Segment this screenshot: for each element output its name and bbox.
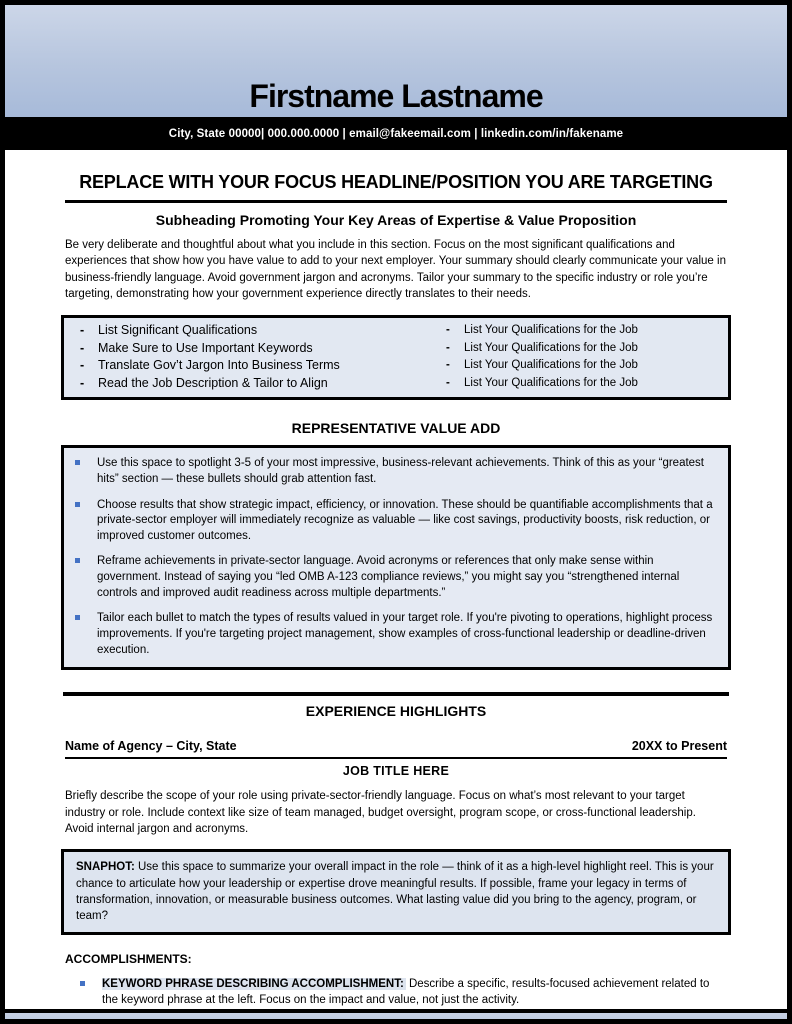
dash-bullet-icon: - [446, 376, 450, 389]
list-item [64, 456, 714, 487]
accomplishment-keyword: KEYWORD PHRASE DESCRIBING ACCOMPLISHMENT: [102, 978, 404, 991]
name-title: Firstname Lastname [249, 78, 543, 114]
square-bullet-icon [80, 981, 85, 986]
agency-name: Name of Agency – City, State [65, 739, 237, 754]
list-item [446, 322, 728, 340]
experience-title: EXPERIENCE HIGHLIGHTS [305, 703, 487, 720]
list-item [64, 498, 714, 545]
footer-band [5, 1013, 787, 1024]
employment-dates: 20XX to Present [631, 739, 727, 754]
dash-bullet-icon: - [80, 375, 85, 390]
value-add-box [61, 445, 731, 670]
qualification-text: List Your Qualifications for the Job [464, 324, 638, 337]
qualifications-box [61, 315, 731, 400]
qualifications-list-right [442, 322, 728, 392]
qualification-text: Make Sure to Use Important Keywords [98, 340, 313, 355]
dash-bullet-icon: - [80, 358, 85, 373]
snapshot-text: Use this space to summarize your overall impact in the role — think of it as a high-level highlight reel. This is your chance to articulate how your leadership or expertise drove meaningful results. If possible, frame your legacy in terms of transformation, innovation, or measurable business outcomes. What lasting value did you bring to the agency, program, or team? [76, 861, 714, 923]
accomplishment-paragraph [102, 977, 727, 1008]
square-bullet-icon [75, 615, 80, 620]
accomplishments-label: ACCOMPLISHMENTS: [65, 952, 192, 967]
subheading: Subheading Promoting Your Key Areas of Expertise & Value Proposition [155, 212, 637, 228]
qualification-text: List Your Qualifications for the Job [464, 376, 638, 389]
list-item [80, 357, 442, 375]
list-item [446, 340, 728, 358]
qualification-text: Translate Gov’t Jargon Into Business Terms [98, 358, 340, 373]
value-bullet-text: Use this space to spotlight 3-5 of your most impressive, business-relevant achievements. Think of this as your “greatest hits” section — these bullets should grab attention fast. [97, 457, 705, 485]
list-item [64, 611, 714, 658]
dash-bullet-icon: - [446, 324, 450, 337]
qualification-text: List Significant Qualifications [98, 323, 258, 338]
list-item [80, 375, 442, 393]
square-bullet-icon [75, 460, 80, 465]
summary-paragraph: Be very deliberate and thoughtful about what you include in this section. Focus on the most significant qualifications and experiences that show how you have value to add to your next employer. Your summary should clearly communicate your value in business-friendly language. Avoid government jargon and acronyms. Tailor your summary to the specific industry or role you’re targeting, demonstrating how your government experience directly translates to their needs. [65, 239, 726, 300]
job-title: JOB TITLE HERE [342, 764, 450, 779]
section-divider [63, 692, 729, 696]
dash-bullet-icon: - [446, 359, 450, 372]
value-bullet-text: Choose results that show strategic impact, efficiency, or innovation. These should be quantifiable accomplishments that a private-sector employer will immediately recognize as valuable — like cost savings, productivity boosts, risk reduction, or improved customer outcomes. [97, 498, 713, 542]
snapshot-label: SNAPHOT: [76, 861, 135, 874]
dash-bullet-icon: - [80, 323, 85, 338]
role-description: Briefly describe the scope of your role using private-sector-friendly language. Focus on what’s most relevant to your target industry or role. Include context like size of team managed, budget oversight, program scope, or cross-functional leadership. Avoid internal jargon and acronyms. [65, 790, 696, 835]
list-item [446, 375, 728, 393]
contact-bar [5, 117, 787, 150]
value-bullet-text: Reframe achievements in private-sector language. Avoid acronyms or references that only make sense within government. Instead of saying you “led OMB A-123 compliance reviews,” you might say you “strengthened internal controls and improved audit readiness across multiple departments.” [97, 555, 680, 599]
qualification-text: List Your Qualifications for the Job [464, 341, 638, 354]
square-bullet-icon [75, 558, 80, 563]
value-add-title: REPRESENTATIVE VALUE ADD [291, 420, 501, 437]
list-item [446, 357, 728, 375]
list-item [64, 554, 714, 601]
accomplishment-text: Describe a specific, results-focused achievement related to the keyword phrase at the left. Focus on the impact and value, not just the activity. [102, 978, 710, 1007]
accomplishment-item [65, 977, 727, 1008]
dash-bullet-icon: - [80, 340, 85, 355]
contact-line: City, State 00000| 000.000.0000 | email@fakeemail.com | linkedin.com/in/fakename [168, 127, 624, 140]
snapshot-box [61, 849, 731, 935]
header-band [5, 5, 787, 117]
qualification-text: List Your Qualifications for the Job [464, 359, 638, 372]
qualifications-list-left [64, 322, 442, 392]
focus-headline: REPLACE WITH YOUR FOCUS HEADLINE/POSITION YOU ARE TARGETING [65, 172, 727, 203]
agency-row [65, 739, 727, 759]
content-area [5, 150, 787, 1009]
square-bullet-icon [75, 502, 80, 507]
list-item [80, 322, 442, 340]
footer [5, 1009, 787, 1024]
value-bullet-text: Tailor each bullet to match the types of results valued in your target role. If you're pivoting to operations, highlight process improvements. If you're targeting project management, show examples of cross-functional leadership or deadline-driven execution. [97, 612, 713, 656]
list-item [80, 340, 442, 358]
snapshot-paragraph [76, 859, 716, 924]
qualification-text: Read the Job Description & Tailor to Align [98, 375, 328, 390]
dash-bullet-icon: - [446, 341, 450, 354]
